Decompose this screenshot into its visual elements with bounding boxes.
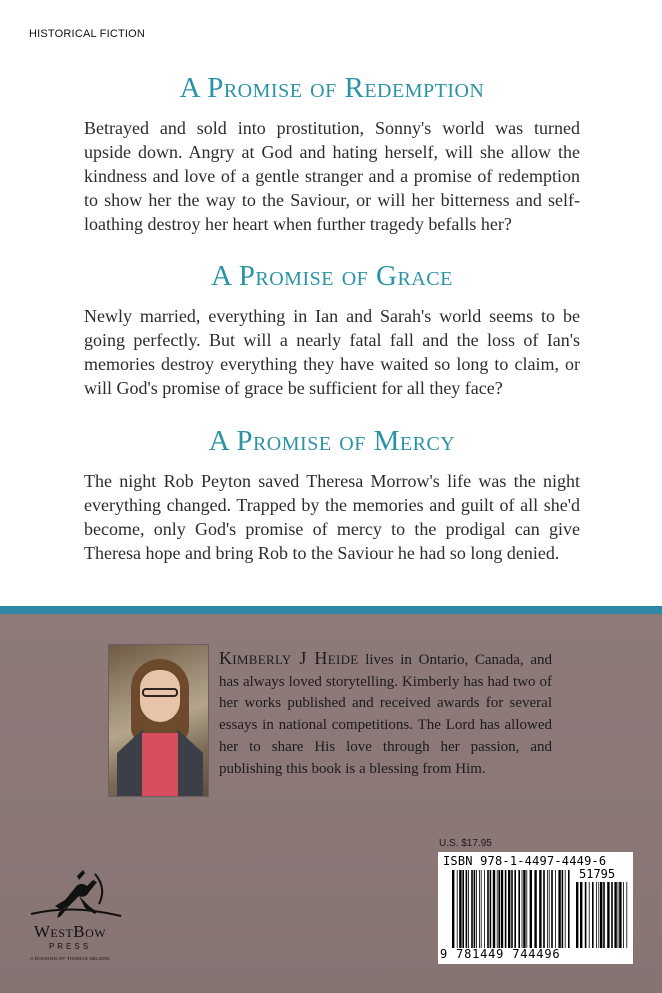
barcode-bar [618,882,619,948]
photo-shirt [142,733,178,797]
barcode-bar [565,870,566,948]
barcode-bar [598,882,599,948]
barcode-bar [530,870,532,948]
barcode-bar [592,882,594,948]
barcode-bar [603,882,605,948]
barcode-bar [514,870,516,948]
barcode-bar [457,870,458,948]
section-mercy [84,425,580,565]
barcode-bar [558,870,560,948]
barcode-bar [476,870,477,948]
barcode-bar [555,870,556,948]
publisher-division: A DIVISION OF THOMAS NELSON [30,956,110,961]
barcode-addon-bars [576,882,628,948]
barcode-bar [623,882,624,948]
section-title: A Promise of Grace [211,260,453,292]
genre-label: HISTORICAL FICTION [29,28,146,40]
barcode-bar [481,870,482,948]
section-blurb: Betrayed and sold into prostitution, Sonny's world was turned upside down. Angry at God and hating herself, will she allow the kindness and love of a gentle stranger and a promise of redemption to show her the way to the Saviour, or will her bitterness and self-loathing destroy her heart when further tragedy befalls her? [84,118,580,234]
barcode-bar [479,870,480,948]
price-label: U.S. $17.95 [439,838,492,849]
publisher-name: WestBow [33,922,107,941]
barcode-bar [626,882,627,948]
author-bio-text: lives in Ontario, Canada, and has always loved storytelling. Kimberly has had two of her works published and received awards for several essays in national competitions. The Lord has allowed her to share His love through her passion, and publishing this book is a blessing from Him. [219,652,552,777]
barcode-bar [474,870,476,948]
barcode-main-digits: 9 781449 744496 [440,947,561,961]
publisher-press: PRESS [48,942,92,951]
author-name: Kimberly J Heide [219,648,359,668]
isbn-text: ISBN 978-1-4497-4449-6 [443,854,607,868]
barcode-main-bars [452,870,570,948]
barcode-bar [522,870,523,948]
barcode-bar [487,870,489,948]
barcode-bar [471,870,473,948]
barcode-bar [539,870,541,948]
barcode-bar [511,870,513,948]
barcode [438,852,633,964]
barcode-bar [600,882,602,948]
barcode-bar [501,870,503,948]
section-grace [84,260,580,400]
barcode-bar [508,870,510,948]
barcode-bar [493,870,495,948]
barcode-bar [534,870,536,948]
barcode-bar [498,870,500,948]
barcode-bar [497,870,498,948]
barcode-bar [585,882,587,948]
photo-glasses [142,688,178,697]
section-redemption [84,72,580,236]
barcode-addon-digits: 51795 [579,867,616,881]
barcode-bar [576,882,578,948]
section-title: A Promise of Redemption [179,72,485,104]
author-photo [108,644,209,797]
barcode-bar [596,882,597,948]
barcode-bar [466,870,468,948]
barcode-bar [526,870,527,948]
barcode-bar [459,870,461,948]
author-bio [219,648,552,780]
barcode-bar [518,870,520,948]
barcode-bar [468,870,469,948]
band-divider [0,606,662,614]
barcode-bar [607,882,609,948]
barcode-bar [490,870,492,948]
barcode-bar [551,870,553,948]
barcode-bar [547,870,548,948]
barcode-bar [543,870,545,948]
barcode-bar [580,882,582,948]
barcode-bar [589,882,590,948]
barcode-bar [505,870,507,948]
section-title: A Promise of Mercy [208,425,456,457]
barcode-bar [462,870,464,948]
barcode-bar [549,870,550,948]
barcode-bar [523,870,525,948]
westbow-logo-icon [25,866,125,966]
barcode-bar [562,870,564,948]
section-blurb: Newly married, everything in Ian and Sarah's world seems to be going perfectly. But will a nearly fatal fall and the loss of Ian's memories destroy everything they have waited so long to claim, or will God's promise of grace be sufficient for all they face? [84,306,580,398]
barcode-bar [452,870,454,948]
barcode-bar [619,882,621,948]
barcode-bar [568,870,570,948]
barcode-bar [611,882,613,948]
section-blurb: The night Rob Peyton saved Theresa Morrow's life was the night everything changed. Trapped by the memories and guilt of all she'd become, only God's promise of mercy to the prodigal can give Theresa hope and bring Rob to the Saviour he had so long denied. [84,471,580,563]
barcode-bar [484,870,485,948]
barcode-bar [614,882,616,948]
